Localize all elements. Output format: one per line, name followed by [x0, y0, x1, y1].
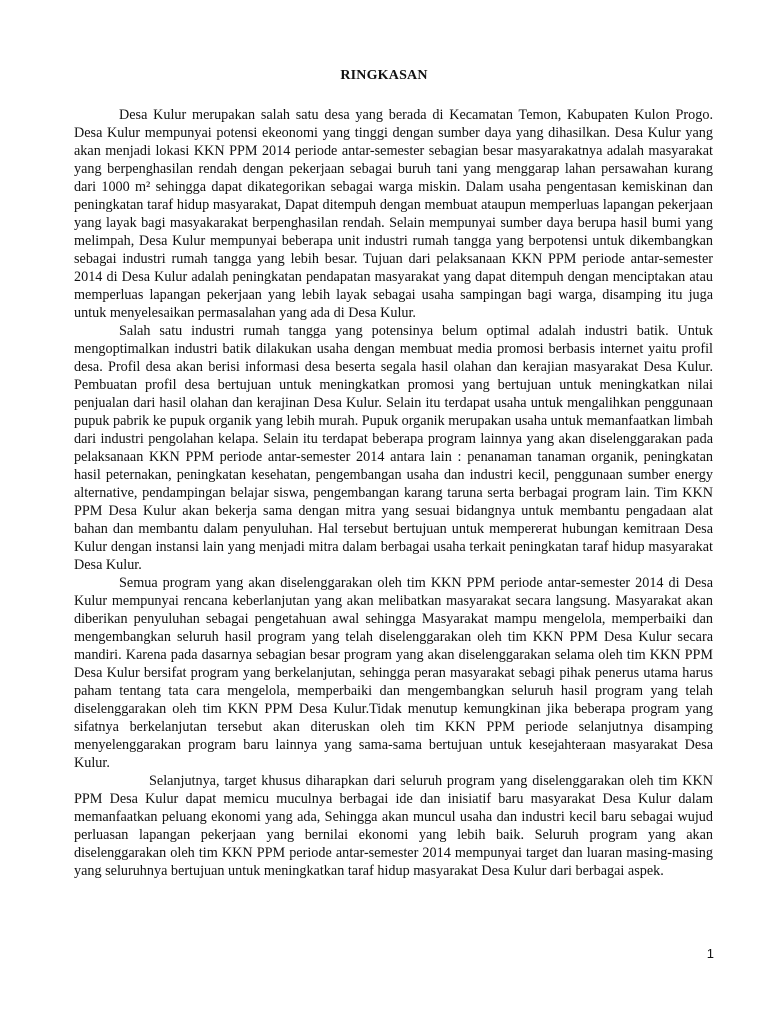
paragraph-4: Selanjutnya, target khusus diharapkan dari seluruh program yang diselenggarakan oleh tim KKN PPM Desa Kulur dapat memicu muculnya berbagai ide dan inisiatif baru masyarakat Desa Kulur dalam memanfaatkan peluang ekonomi yang ada, Sehingga akan muncul usaha dan industri kecil baru sebagai wujud perluasan lapangan pekerjaan yang bernilai ekonomi yang lebih baik. Seluruh program yang akan diselenggarakan oleh tim KKN PPM periode antar-semester 2014 mempunyai target dan luaran masing-masing yang seluruhnya bertujuan untuk meningkatkan taraf hidup masyarakat Desa Kulur dari berbagai aspek.: [74, 773, 713, 879]
page-number: 1: [706, 946, 714, 961]
document-title: RINGKASAN: [340, 68, 428, 83]
paragraph-2: Salah satu industri rumah tangga yang potensinya belum optimal adalah industri batik. Untuk mengoptimalkan industri batik dilakukan usaha dengan membuat media promosi berbasis internet yaitu profil desa. Profil desa akan berisi informasi desa beserta segala hasil olahan dan kerajian masyarakat Desa Kulur. Pembuatan profil desa bertujuan untuk meningkatkan promosi yang bertujuan untuk meningkatkan nilai penjualan dari hasil olahan dan kerajinan Desa Kulur. Selain itu terdapat usaha untuk mengalihkan penggunaan pupuk pabrik ke pupuk organik yang lebih murah. Pupuk organik merupakan usaha untuk memanfaatkan limbah dari industri pengolahan kelapa. Selain itu terdapat beberapa program lainnya yang akan diselenggarakan pada pelaksanaan KKN PPM periode antar-semester 2014 antara lain : penanaman tanaman organik, peningkatan hasil peternakan, peningkatan kesehatan, pengembangan usaha dan industri kecil, penggunaan sumber energy alternative, pendampingan belajar siswa, pengembangan karang taruna serta berbagai program lain. Tim KKN PPM Desa Kulur akan bekerja sama dengan mitra yang sesuai bidangnya untuk membantu pengadaan alat bahan dan membantu dalam penyuluhan. Hal tersebut bertujuan untuk mempererat hubungan kemitraan Desa Kulur dengan instansi lain yang menjadi mitra dalam berbagai usaha terkait peningkatan taraf hidup masyarakat Desa Kulur.: [74, 323, 713, 573]
paragraph-1: Desa Kulur merupakan salah satu desa yang berada di Kecamatan Temon, Kabupaten Kulon Progo. Desa Kulur mempunyai potensi ekeonomi yang tinggi dengan sumber daya yang dihasilkan. Desa Kulur yang akan menjadi lokasi KKN PPM 2014 periode antar-semester sebagian besar masyarakatnya adalah masyarakat yang berpenghasilan rendah dengan pekerjaan sebagai buruh tani yang menggarap lahan persawahan kurang dari 1000 m² sehingga dapat dikategorikan sebagai warga miskin. Dalam usaha pengentasan kemiskinan dan peningkatan taraf hidup masyarakat, Dapat ditempuh dengan membuat ataupun memperluas lapangan pekerjaan yang layak bagi masyakarakat berpenghasilan rendah. Selain mempunyai sumber daya berupa hasil bumi yang melimpah, Desa Kulur mempunyai beberapa unit industri rumah tangga yang berpotensi untuk dikembangkan sebagai industri rumah tangga yang lebih besar. Tujuan dari pelaksanaan KKN PPM periode antar-semester 2014 di Desa Kulur adalah peningkatan pendapatan masyarakat yang dapat ditempuh dengan menciptakan atau memperluas lapangan pekerjaan yang lebih layak sebagai usaha sampingan bagi warga, disamping itu juga untuk menyelesaikan permasalahan yang ada di Desa Kulur.: [74, 107, 713, 321]
paragraph-3: Semua program yang akan diselenggarakan oleh tim KKN PPM periode antar-semester 2014 di Desa Kulur mempunyai rencana keberlanjutan yang akan melibatkan masyarakat secara langsung. Masyarakat akan diberikan penyuluhan sebagai pengetahuan awal sehingga Masyarakat mampu mengelola, memperbaiki dan mengembangkan seluruh hasil program yang telah diselenggarakan oleh tim KKN PPM Desa Kulur secara mandiri. Karena pada dasarnya sebagian besar program yang akan diselenggarakan selama oleh tim KKN PPM Desa Kulur bersifat program yang berkelanjutan, sehingga peran masyarakat sebagi pihak penerus utama harus paham tentang tata cara mengelola, memperbaiki dan mengembangkan seluruh hasil program yang telah diselenggarakan oleh tim KKN PPM Desa Kulur.Tidak menutup kemungkinan jika beberapa program yang sifatnya berkelanjutan tersebut akan diteruskan oleh tim KKN PPM periode selanjutnya disamping menyelenggarakan program baru lainnya yang sama-sama bertujuan untuk kesejahteraan masyarakat Desa Kulur.: [74, 575, 713, 771]
document-body: [74, 106, 713, 880]
